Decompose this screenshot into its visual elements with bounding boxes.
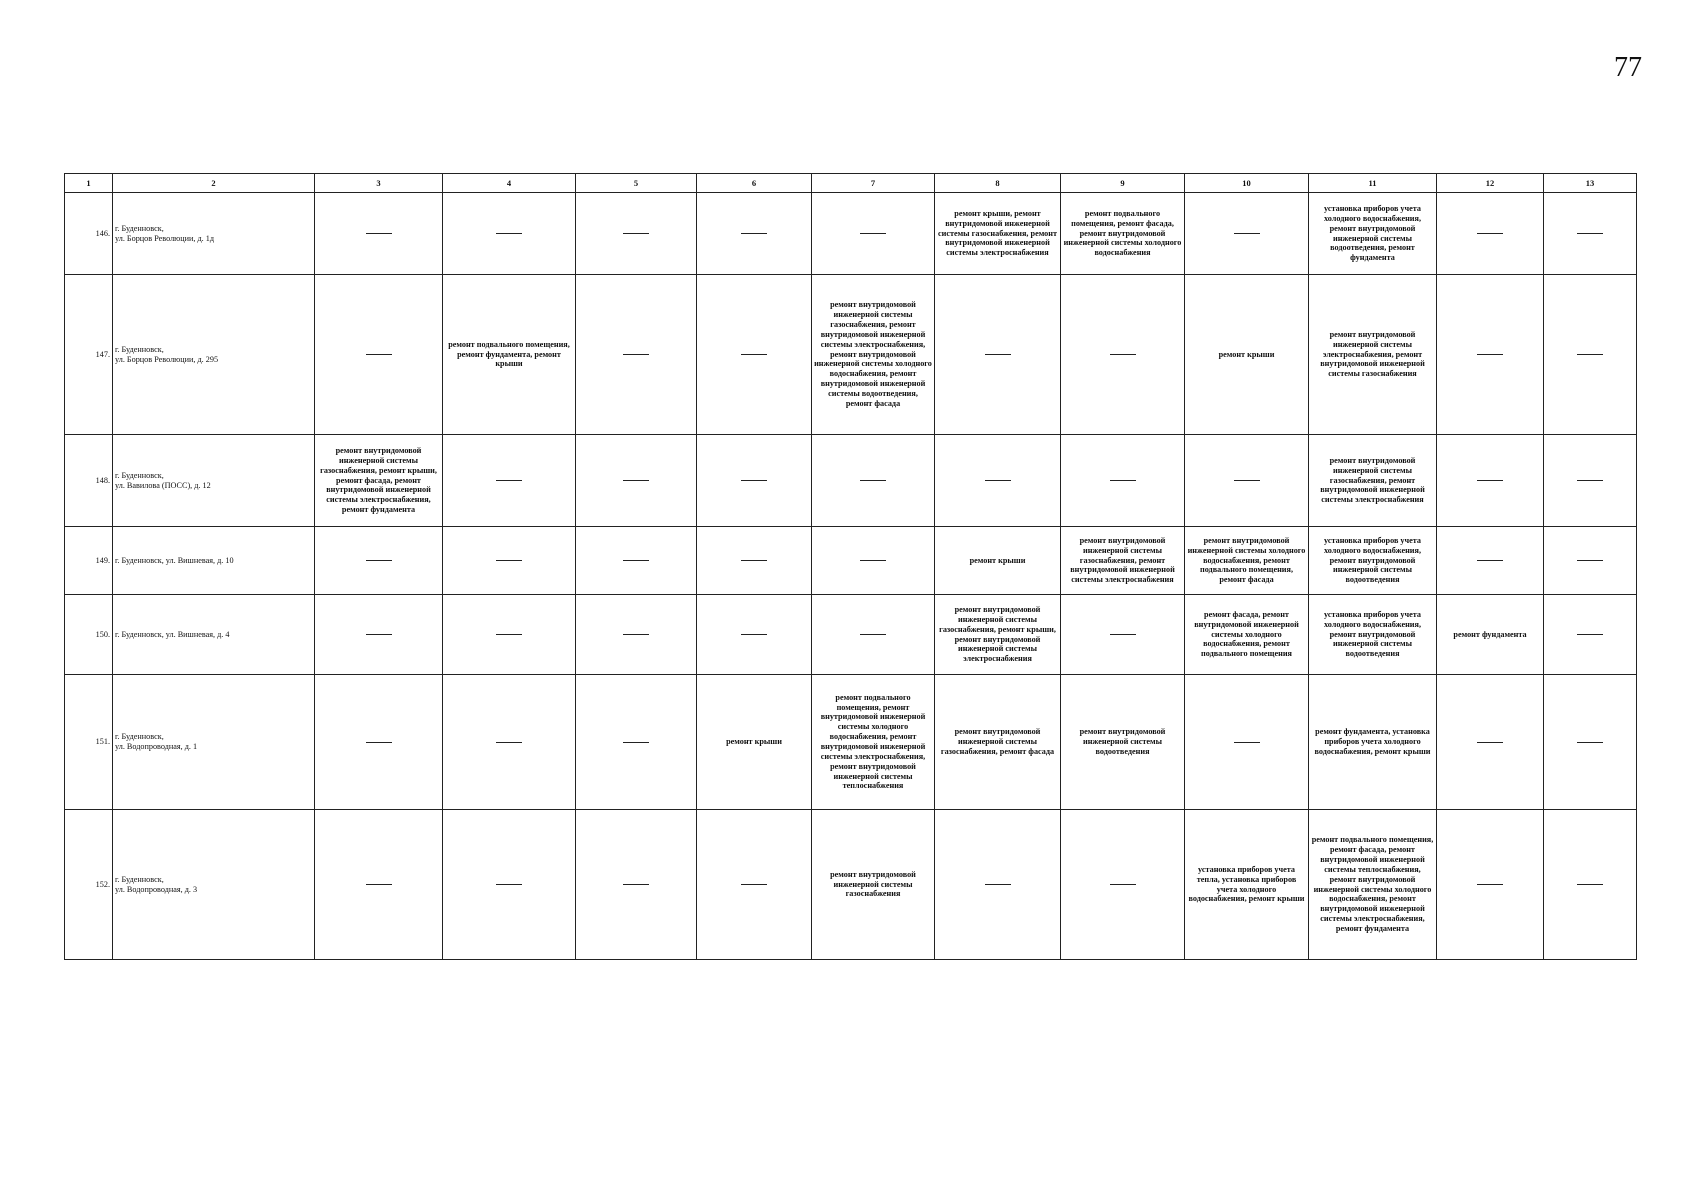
dash-mark [741, 233, 767, 234]
empty-cell [1544, 193, 1637, 275]
table-row [65, 435, 1637, 527]
dash-mark [1477, 233, 1503, 234]
table-row [65, 595, 1637, 675]
dash-mark [985, 884, 1011, 885]
dash-mark [741, 560, 767, 561]
work-cell: ремонт крыши [697, 675, 812, 810]
empty-cell [1437, 527, 1544, 595]
empty-cell [443, 675, 576, 810]
address-cell: г. Буденновск, ул. Вишневая, д. 10 [113, 527, 315, 595]
dash-mark [1577, 742, 1603, 743]
repair-schedule-table [64, 173, 1637, 960]
empty-cell [812, 527, 935, 595]
empty-cell [443, 435, 576, 527]
dash-mark [623, 233, 649, 234]
empty-cell [1544, 275, 1637, 435]
column-number-header: 6 [697, 174, 812, 193]
empty-cell [576, 275, 697, 435]
empty-cell [1437, 193, 1544, 275]
work-cell: установка приборов учета холодного водоснабжения, ремонт внутридомовой инженерной системы водоотведения, ремонт фундамента [1309, 193, 1437, 275]
work-cell: ремонт внутридомовой инженерной системы газоснабжения [812, 810, 935, 960]
column-number-header: 10 [1185, 174, 1309, 193]
dash-mark [1577, 884, 1603, 885]
dash-mark [366, 634, 392, 635]
work-cell: ремонт внутридомовой инженерной системы водоотведения [1061, 675, 1185, 810]
work-cell: ремонт подвального помещения, ремонт фасада, ремонт внутридомовой инженерной системы теплоснабжения, ремонт внутридомовой инженерной системы холодного водоснабжения, ремонт внутридомовой инженерной системы электроснабжения, ремонт фундамента [1309, 810, 1437, 960]
empty-cell [1185, 193, 1309, 275]
dash-mark [1110, 354, 1136, 355]
table-body [65, 193, 1637, 960]
dash-mark [741, 884, 767, 885]
work-cell: установка приборов учета тепла, установка приборов учета холодного водоснабжения, ремонт крыши [1185, 810, 1309, 960]
column-number-header: 4 [443, 174, 576, 193]
work-cell: ремонт внутридомовой инженерной системы газоснабжения, ремонт фасада [935, 675, 1061, 810]
empty-cell [443, 193, 576, 275]
work-cell: ремонт крыши [1185, 275, 1309, 435]
dash-mark [1234, 233, 1260, 234]
empty-cell [1544, 527, 1637, 595]
work-cell: ремонт крыши [935, 527, 1061, 595]
column-number-header: 8 [935, 174, 1061, 193]
empty-cell [1061, 435, 1185, 527]
dash-mark [860, 634, 886, 635]
empty-cell [576, 595, 697, 675]
address-cell: г. Буденновск, ул. Борцов Революции, д. 1д [113, 193, 315, 275]
empty-cell [1185, 675, 1309, 810]
dash-mark [1577, 233, 1603, 234]
dash-mark [623, 634, 649, 635]
dash-mark [1110, 480, 1136, 481]
table-row [65, 275, 1637, 435]
work-cell: ремонт внутридомовой инженерной системы газоснабжения, ремонт внутридомовой инженерной системы электроснабжения [1061, 527, 1185, 595]
empty-cell [576, 435, 697, 527]
dash-mark [496, 742, 522, 743]
dash-mark [860, 480, 886, 481]
column-number-header: 11 [1309, 174, 1437, 193]
column-number-header: 13 [1544, 174, 1637, 193]
dash-mark [1110, 634, 1136, 635]
work-cell: ремонт внутридомовой инженерной системы газоснабжения, ремонт внутридомовой инженерной системы электроснабжения [1309, 435, 1437, 527]
column-number-header: 5 [576, 174, 697, 193]
empty-cell [697, 810, 812, 960]
empty-cell [576, 527, 697, 595]
empty-cell [1061, 595, 1185, 675]
dash-mark [1577, 634, 1603, 635]
dash-mark [623, 354, 649, 355]
work-cell: ремонт подвального помещения, ремонт внутридомовой инженерной системы холодного водоснабжения, ремонт внутридомовой инженерной системы электроснабжения, ремонт внутридомовой инженерной системы теплоснабжения [812, 675, 935, 810]
dash-mark [1234, 480, 1260, 481]
empty-cell [1437, 435, 1544, 527]
dash-mark [1577, 480, 1603, 481]
dash-mark [366, 884, 392, 885]
work-cell: ремонт внутридомовой инженерной системы газоснабжения, ремонт крыши, ремонт фасада, ремонт внутридомовой инженерной системы электроснабжения, ремонт фундамента [315, 435, 443, 527]
row-number: 147. [65, 275, 113, 435]
column-number-row [65, 174, 1637, 193]
dash-mark [366, 233, 392, 234]
empty-cell [443, 527, 576, 595]
dash-mark [496, 480, 522, 481]
empty-cell [315, 595, 443, 675]
dash-mark [366, 742, 392, 743]
empty-cell [812, 193, 935, 275]
work-cell: ремонт подвального помещения, ремонт фасада, ремонт внутридомовой инженерной системы холодного водоснабжения [1061, 193, 1185, 275]
work-cell: ремонт фундамента [1437, 595, 1544, 675]
work-cell: ремонт внутридомовой инженерной системы холодного водоснабжения, ремонт подвального помещения, ремонт фасада [1185, 527, 1309, 595]
dash-mark [741, 480, 767, 481]
empty-cell [697, 527, 812, 595]
dash-mark [496, 560, 522, 561]
empty-cell [1437, 675, 1544, 810]
table-row [65, 193, 1637, 275]
table-row [65, 527, 1637, 595]
empty-cell [1061, 275, 1185, 435]
dash-mark [623, 742, 649, 743]
table-row [65, 810, 1637, 960]
work-cell: ремонт внутридомовой инженерной системы электроснабжения, ремонт внутридомовой инженерной системы газоснабжения [1309, 275, 1437, 435]
dash-mark [496, 233, 522, 234]
dash-mark [1110, 884, 1136, 885]
dash-mark [741, 354, 767, 355]
dash-mark [496, 634, 522, 635]
empty-cell [697, 595, 812, 675]
empty-cell [1185, 435, 1309, 527]
row-number: 148. [65, 435, 113, 527]
dash-mark [1234, 742, 1260, 743]
empty-cell [1061, 810, 1185, 960]
empty-cell [315, 193, 443, 275]
address-cell: г. Буденновск, ул. Вавилова (ПОСС), д. 12 [113, 435, 315, 527]
dash-mark [860, 233, 886, 234]
table-row [65, 675, 1637, 810]
row-number: 149. [65, 527, 113, 595]
empty-cell [1544, 810, 1637, 960]
dash-mark [985, 354, 1011, 355]
row-number: 152. [65, 810, 113, 960]
dash-mark [1577, 354, 1603, 355]
empty-cell [1544, 675, 1637, 810]
dash-mark [623, 560, 649, 561]
empty-cell [576, 675, 697, 810]
dash-mark [741, 634, 767, 635]
column-number-header: 7 [812, 174, 935, 193]
row-number: 151. [65, 675, 113, 810]
empty-cell [1437, 275, 1544, 435]
column-number-header: 12 [1437, 174, 1544, 193]
column-number-header: 9 [1061, 174, 1185, 193]
page-number: 77 [1614, 52, 1642, 83]
empty-cell [315, 810, 443, 960]
work-cell: ремонт крыши, ремонт внутридомовой инженерной системы газоснабжения, ремонт внутридомовой инженерной системы электроснабжения [935, 193, 1061, 275]
column-number-header: 2 [113, 174, 315, 193]
empty-cell [935, 275, 1061, 435]
empty-cell [697, 435, 812, 527]
empty-cell [1437, 810, 1544, 960]
empty-cell [812, 435, 935, 527]
work-cell: ремонт фундамента, установка приборов учета холодного водоснабжения, ремонт крыши [1309, 675, 1437, 810]
empty-cell [1544, 595, 1637, 675]
work-cell: ремонт внутридомовой инженерной системы газоснабжения, ремонт внутридомовой инженерной системы электроснабжения, ремонт внутридомовой инженерной системы холодного водоснабжения, ремонт внутридомовой инженерной системы водоотведения, ремонт фасада [812, 275, 935, 435]
dash-mark [860, 560, 886, 561]
dash-mark [623, 884, 649, 885]
work-cell: ремонт внутридомовой инженерной системы газоснабжения, ремонт крыши, ремонт внутридомовой инженерной системы электроснабжения [935, 595, 1061, 675]
empty-cell [697, 193, 812, 275]
dash-mark [1477, 884, 1503, 885]
work-cell: ремонт подвального помещения, ремонт фундамента, ремонт крыши [443, 275, 576, 435]
empty-cell [315, 675, 443, 810]
column-number-header: 1 [65, 174, 113, 193]
empty-cell [576, 810, 697, 960]
empty-cell [576, 193, 697, 275]
column-number-header: 3 [315, 174, 443, 193]
address-cell: г. Буденновск, ул. Борцов Революции, д. 295 [113, 275, 315, 435]
dash-mark [1477, 560, 1503, 561]
dash-mark [496, 884, 522, 885]
dash-mark [1477, 480, 1503, 481]
address-cell: г. Буденновск, ул. Вишневая, д. 4 [113, 595, 315, 675]
address-cell: г. Буденновск, ул. Водопроводная, д. 1 [113, 675, 315, 810]
empty-cell [315, 527, 443, 595]
dash-mark [366, 354, 392, 355]
work-cell: ремонт фасада, ремонт внутридомовой инженерной системы холодного водоснабжения, ремонт подвального помещения [1185, 595, 1309, 675]
empty-cell [697, 275, 812, 435]
work-cell: установка приборов учета холодного водоснабжения, ремонт внутридомовой инженерной системы водоотведения [1309, 527, 1437, 595]
dash-mark [623, 480, 649, 481]
empty-cell [812, 595, 935, 675]
work-cell: установка приборов учета холодного водоснабжения, ремонт внутридомовой инженерной системы водоотведения [1309, 595, 1437, 675]
empty-cell [935, 810, 1061, 960]
dash-mark [366, 560, 392, 561]
empty-cell [443, 595, 576, 675]
dash-mark [1577, 560, 1603, 561]
empty-cell [1544, 435, 1637, 527]
empty-cell [935, 435, 1061, 527]
row-number: 146. [65, 193, 113, 275]
row-number: 150. [65, 595, 113, 675]
dash-mark [1477, 742, 1503, 743]
dash-mark [985, 480, 1011, 481]
empty-cell [315, 275, 443, 435]
address-cell: г. Буденновск, ул. Водопроводная, д. 3 [113, 810, 315, 960]
empty-cell [443, 810, 576, 960]
dash-mark [1477, 354, 1503, 355]
